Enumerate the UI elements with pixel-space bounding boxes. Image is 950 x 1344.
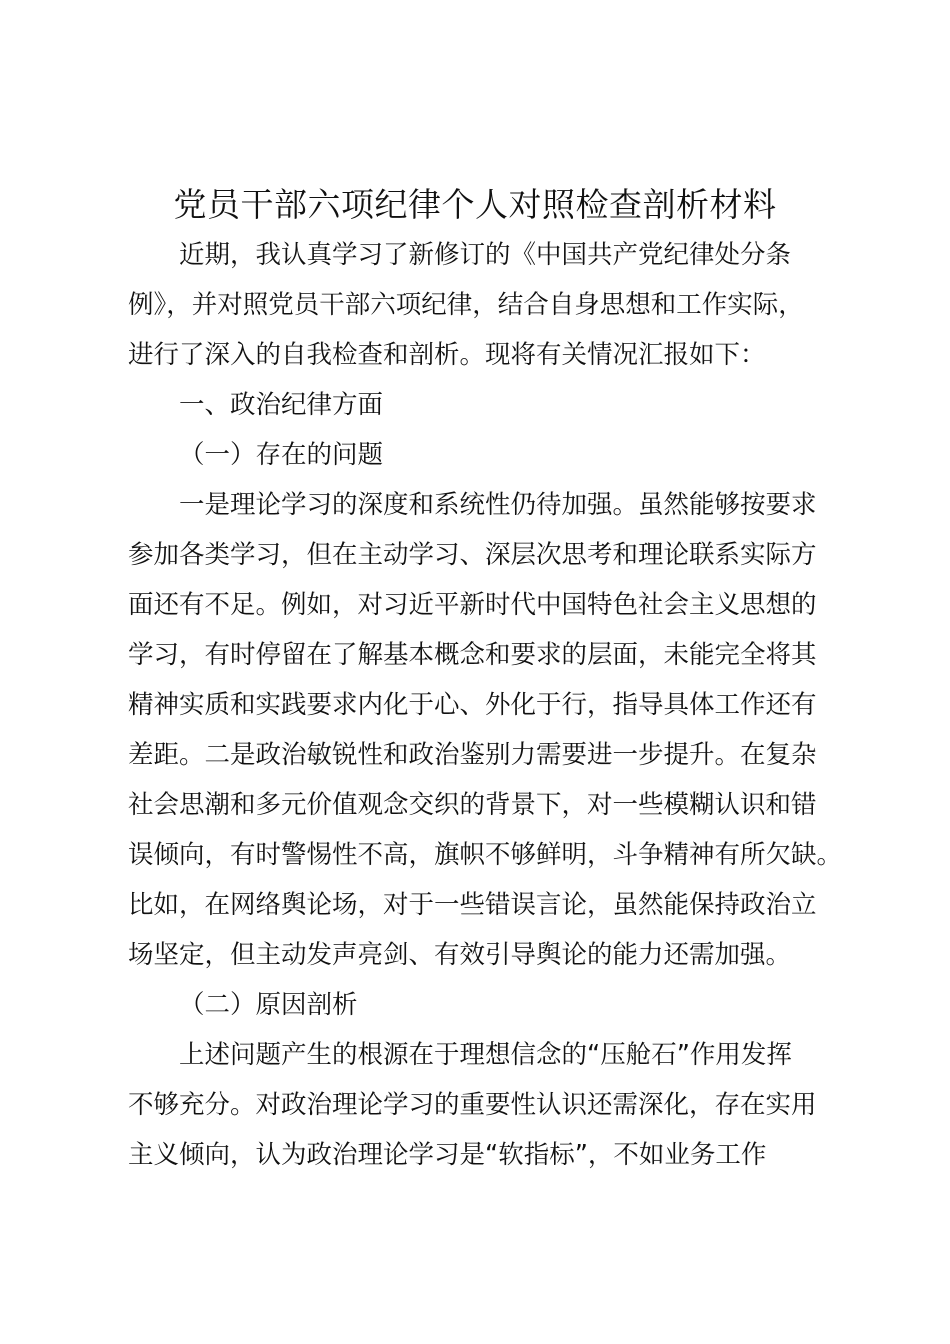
paragraph-line: 面还有不足。例如，对习近平新时代中国特色社会主义思想的: [128, 590, 817, 620]
paragraph-line: 一是理论学习的深度和系统性仍待加强。虽然能够按要求: [179, 490, 817, 520]
paragraph-line: 上述问题产生的根源在于理想信念的“压舱石”作用发挥: [179, 1040, 792, 1070]
subsection-heading: （二）原因剖析: [179, 990, 358, 1020]
paragraph-line: 进行了深入的自我检查和剖析。现将有关情况汇报如下：: [128, 340, 766, 370]
paragraph-line: 社会思潮和多元价值观念交织的背景下，对一些模糊认识和错: [128, 790, 817, 820]
paragraph-line: 参加各类学习，但在主动学习、深层次思考和理论联系实际方: [128, 540, 817, 570]
paragraph-line: 例》，并对照党员干部六项纪律，结合自身思想和工作实际，: [128, 290, 804, 320]
paragraph-line: 比如，在网络舆论场，对于一些错误言论，虽然能保持政治立: [128, 890, 817, 920]
paragraph-line: 主义倾向，认为政治理论学习是“软指标”，不如业务工作: [128, 1140, 767, 1170]
document-body: [128, 230, 843, 1180]
document-title: 党员干部六项纪律个人对照检查剖析材料: [173, 185, 777, 224]
subsection-heading: （一）存在的问题: [179, 440, 384, 470]
paragraph-line: 精神实质和实践要求内化于心、外化于行，指导具体工作还有: [128, 690, 817, 720]
paragraph-line: 学习，有时停留在了解基本概念和要求的层面，未能完全将其: [128, 640, 817, 670]
paragraph-line: 近期，我认真学习了新修订的《中国共产党纪律处分条: [179, 240, 792, 270]
paragraph-line: 场坚定，但主动发声亮剑、有效引导舆论的能力还需加强。: [128, 940, 792, 970]
paragraph-line: 误倾向，有时警惕性不高，旗帜不够鲜明，斗争精神有所欠缺。: [128, 840, 843, 870]
section-heading: 一、政治纪律方面: [179, 390, 384, 420]
paragraph-line: 差距。二是政治敏锐性和政治鉴别力需要进一步提升。在复杂: [128, 740, 817, 770]
paragraph-line: 不够充分。对政治理论学习的重要性认识还需深化，存在实用: [128, 1090, 817, 1120]
